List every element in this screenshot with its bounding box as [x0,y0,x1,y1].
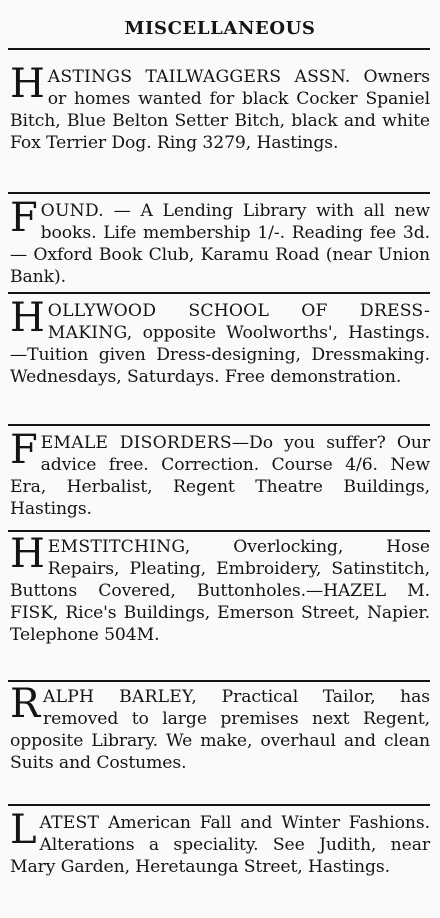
classified-ad-ralph-barley [10,681,430,774]
ad-text [10,61,430,154]
drop-cap: H [10,61,45,107]
ad-divider [8,804,430,806]
classified-ad-latest-fashions [10,807,430,878]
ad-divider [8,424,430,426]
ad-lead: OLLYWOOD SCHOOL OF DRESS-MAKING, [47,301,430,343]
ad-body: Overlocking, Hose Repairs, Pleating, Embroidery, Satinstitch, Buttons Covered, Buttonholes.—HAZEL M. FISK, Rice's Buildings, Emerson Street, Napier. Telephone 504M. [10,537,430,645]
classified-ad-hemstitching [10,531,430,646]
ad-body: Owners or homes wanted for black Cocker Spaniel Bitch, Blue Belton Setter Bitch, black and white Fox Terrier Dog. Ring 3279, Hastings. [10,67,430,153]
ad-body: Practical Tailor, has removed to large premises next Regent, opposite Library. We make, overhaul and clean Suits and Costumes. [10,687,430,773]
ad-lead: ALPH BARLEY, [43,687,198,707]
ad-lead: OUND. [40,201,104,221]
drop-cap: R [10,681,41,727]
ad-lead: EMALE DISORDERS [40,433,232,453]
ad-text [10,807,430,878]
ad-text [10,195,430,288]
ad-body: American Fall and Winter Fashions. Alterations a speciality. See Judith, near Mary Garden, Heretaunga Street, Hastings. [10,813,430,877]
classified-ad-female-disorders [10,427,431,520]
ad-text [10,681,430,774]
ad-text [10,531,430,646]
classified-ad-hastings-tailwaggers [10,61,430,154]
ad-divider [8,680,430,682]
ad-text [10,295,430,388]
ad-divider [8,530,430,532]
drop-cap: L [10,807,37,853]
ad-body: —Do you suffer? Our advice free. Correction. Course 4/6. New Era, Herbalist, Regent Theatre Buildings, Hastings. [10,433,431,519]
ad-text [10,427,431,520]
ad-lead: ATEST [39,813,100,833]
classified-ad-hollywood-school [10,295,430,388]
ad-body: — A Lending Library with all new books. Life membership 1/-. Reading fee 3d. — Oxford Book Club, Karamu Road (near Union Bank). [10,201,430,287]
ad-lead: EMSTITCHING, [47,537,191,557]
classified-ad-found-library [10,195,430,288]
section-title: MISCELLANEOUS [124,18,316,39]
drop-cap: F [10,427,38,473]
ad-divider [8,192,430,194]
ad-body: opposite Woolworths', Hastings.—Tuition given Dress-designing, Dressmaking. Wednesdays, Saturdays. Free demonstration. [10,323,430,387]
drop-cap: F [10,195,38,241]
drop-cap: H [10,531,45,577]
ad-lead: ASTINGS TAILWAGGERS ASSN. [47,67,351,87]
drop-cap: H [10,295,45,341]
section-rule [8,48,430,50]
ad-divider [8,292,430,294]
